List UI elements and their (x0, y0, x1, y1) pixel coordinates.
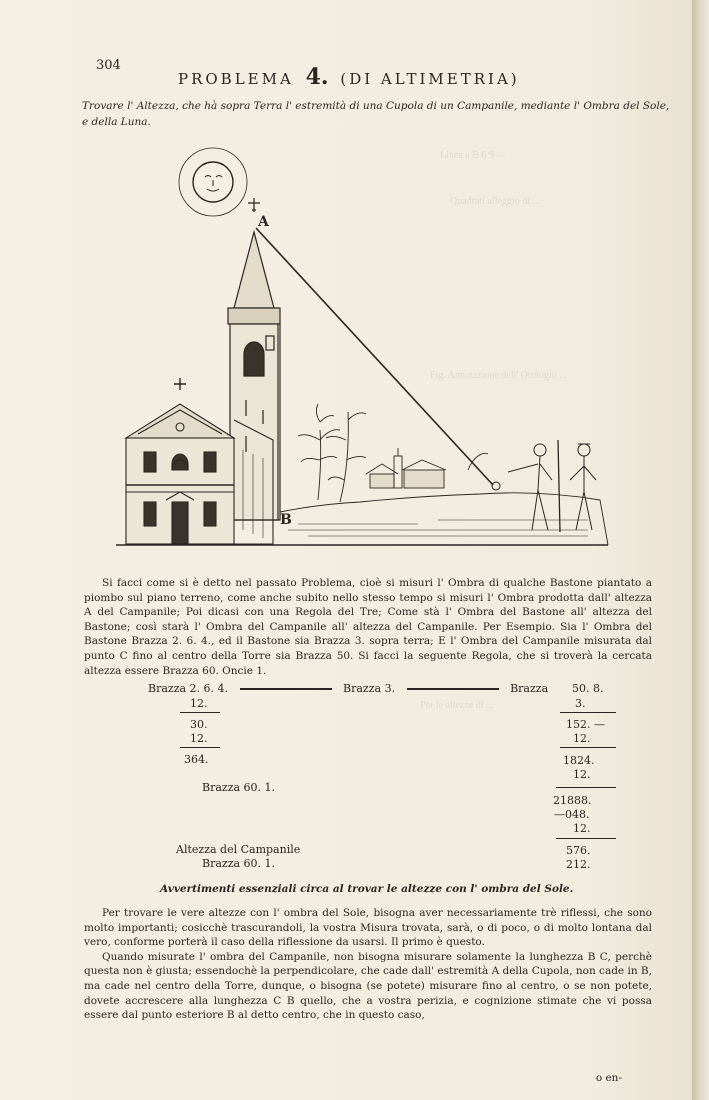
label-b: B (280, 512, 292, 528)
calc-right-21888: 21888. (553, 794, 592, 807)
paragraph-first-rule-text: Quando misurate l' ombra del Campanile, non bisogna misurare solamente la lunghezza B C, perchè questa non è giusta; essendochè la perpendicolare, che cade dall' estremità A della Cupola, non cade in B, ma cade nel centro della Torre, dunque, o bisogna (se potete) misurare fino al centro, o se non potete, dovete accrescere alla lunghezza C B quello, che a vostra perizia, e cognizione stimate che vi possa essere dal punto esteriore B al detto centro, che in questo caso, (84, 950, 652, 1022)
calc-right-048: —048. (554, 808, 590, 821)
calc-staff-shadow: Brazza 2. 6. 4. (148, 682, 229, 695)
calc-final-label: Altezza del Campanile (176, 843, 301, 856)
calc-rule (560, 712, 616, 713)
paragraph-warnings (84, 906, 652, 1023)
paragraph-warnings-text: Per trovare le vere altezze con l' ombra del Sole, bisogna aver necessariamente trè riflessi, che sono molto importanti; cosicchè trascurandoli, la vostra Misura trovata, sarà, o di poco, o di molto lontana dal vero, conforme porterà il caso della riflessione da usarsi. Il primo è questo. (84, 907, 652, 949)
bleed-through-text: Per le altezze di ... (420, 700, 494, 711)
calc-rule (180, 712, 220, 713)
calc-right-1824: 1824. (563, 754, 595, 767)
bleed-through-text: Quadrati alleggio di ... (450, 196, 540, 207)
catchword: o en- (595, 1072, 622, 1084)
calc-rule (560, 747, 616, 748)
page-number: 304 (96, 58, 121, 73)
label-a: A (258, 214, 269, 230)
calc-right-12: 12. (573, 732, 591, 745)
two-surveyors (508, 440, 596, 532)
paragraph-method-text: Si facci come si è detto nel passato Problema, cioè si misuri l' Ombra di qualche Bastone piantato a piombo sul piano terreno, come anche subito nello stesso tempo si misuri l' Ombra prodotta dall' altezza A del Campanile; Poi dicasi con una Regola del Tre; Come stà l' Ombra del Bastone all' altezza del Bastone; così starà l' Ombra del Campanile all' altezza del Campanile. Per Esempio. Sia l' Ombra del Bastone Brazza 2. 6. 4., ed il Bastone sia Brazza 3. sopra terra; E l' Ombra del Campanile misurata dal punto C fino al centro della Torre sia Brazza 50. Si facci la seguente Regola, che si troverà la cercata altezza essere Brazza 60. Oncie 1. (84, 577, 652, 677)
calc-dash (240, 688, 332, 690)
bleed-through-text: Linea a B 6 9 — (440, 150, 507, 161)
sun-icon (179, 148, 247, 216)
calc-right-3: 3. (575, 697, 586, 710)
calc-rule (556, 787, 616, 788)
heading-altimetria: (DI ALTIMETRIA) (340, 70, 520, 88)
calc-right-212: 212. (566, 858, 591, 871)
page-heading (178, 64, 520, 90)
calc-right-152: 152. — (566, 718, 605, 731)
calc-rule (180, 747, 220, 748)
warnings-title: Avvertimenti essenziali circa al trovar le altezze con l' ombra del Sole. (160, 883, 574, 895)
paragraph-method (84, 576, 652, 678)
shadow-ray (256, 228, 493, 485)
calc-left-30: 30. (190, 718, 208, 731)
calc-result-label: Brazza 60. 1. (202, 781, 276, 794)
calc-tower-shadow-label: Brazza (510, 682, 549, 695)
calc-right-576: 576. (566, 844, 591, 857)
calc-tower-shadow-value: 50. 8. (572, 682, 604, 695)
shadow-point (492, 482, 500, 490)
heading-number: 4. (305, 64, 329, 90)
calc-rule (556, 838, 616, 839)
calc-row-1 (148, 682, 548, 695)
calc-final-value: Brazza 60. 1. (202, 857, 276, 870)
calc-left-12: 12. (190, 732, 208, 745)
woodcut-svg (108, 140, 624, 556)
problem-statement: Trovare l' Altezza, che hà sopra Terra l' estremità di una Cupola di un Campanile, mediante l' Ombra del Sole, e della Luna. (82, 100, 670, 128)
calc-left-364: 364. (184, 753, 209, 766)
heading-problema: PROBLEMA (178, 70, 294, 88)
calc-right-12c: 12. (573, 822, 591, 835)
calc-dash (407, 688, 499, 690)
calc-staff-height: Brazza 3. (343, 682, 396, 695)
woodcut-illustration (108, 140, 624, 556)
book-gutter-edge (692, 0, 709, 1100)
bleed-through-text: Fig. Annotazione dell' Orologio ... (430, 370, 567, 381)
village (366, 448, 446, 488)
calc-right-12b: 12. (573, 768, 591, 781)
calc-left-multiplier: 12. (190, 697, 208, 710)
